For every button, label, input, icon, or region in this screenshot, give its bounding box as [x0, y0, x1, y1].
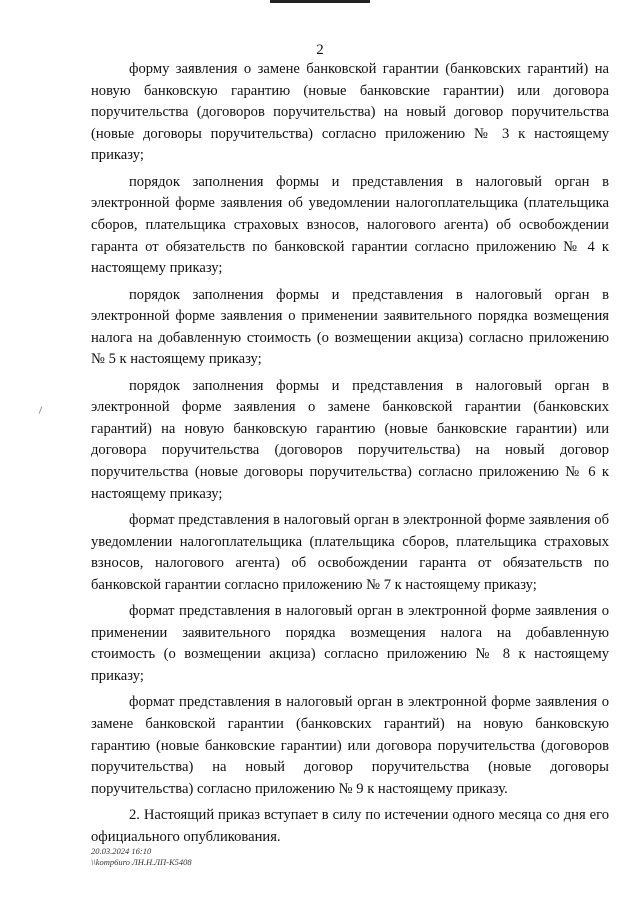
scan-speck [39, 406, 43, 414]
scan-edge-mark [270, 0, 370, 3]
paragraph: формат представления в налоговый орган в электронной форме заявления о замене банковской гарантии (банковских гарантий) на новую банковскую гарантию (новые банковские гарантии) или договора поручительства (договоров поручительства) на новый договор поручительства (новые договоры поручительства) согласно приложению № 9 к настоящему приказу. [91, 694, 609, 797]
final-paragraph: 2. Настоящий приказ вступает в силу по истечении одного месяца со дня его официального опубликования. [91, 807, 609, 845]
paragraph: форму заявления о замене банковской гарантии (банковских гарантий) на новую банковскую гарантию (новые банковские гарантии) или договора поручительства (договоров поручительства) на новый договор поручительства (новые договоры поручительства) согласно приложению № 3 к настоящему приказу; [91, 61, 609, 164]
paragraph: формат представления в налоговый орган в электронной форме заявления о применении заявительного порядка возмещения налога на добавленную стоимость (о возмещении акциза) согласно приложению № 8 к настоящему приказу; [91, 603, 609, 685]
footer-file-path: \\komp6uro ЛН.Н.ЛП-К5408 [91, 857, 192, 867]
paragraph: порядок заполнения формы и представления в налоговый орган в электронной форме заявления о замене банковской гарантии (банковских гарантий) на новую банковскую гарантию (новые банковские гарантии) или договора поручительства (договоров поручительства) на новый договор поручительства (новые договоры поручительства) согласно приложению № 6 к настоящему приказу; [91, 377, 609, 502]
paragraph: формат представления в налоговый орган в электронной форме заявления об уведомлении налогоплательщика (плательщика сборов, плательщика страховых взносов, налогового агента) об освобождении гаранта от обязательств по банковской гарантии согласно приложению № 7 к настоящему приказу; [91, 512, 609, 593]
document-body [91, 59, 609, 853]
footer-timestamp: 20.03.2024 16:10 [91, 846, 152, 856]
paragraph: порядок заполнения формы и представления в налоговый орган в электронной форме заявления о применении заявительного порядка возмещения налога на добавленную стоимость (о возмещении акциза) согласно приложению № 5 к настоящему приказу; [91, 286, 609, 368]
page-number: 2 [316, 42, 324, 58]
paragraph: порядок заполнения формы и представления в налоговый орган в электронной форме заявления об уведомлении налогоплательщика (плательщика сборов, плательщика страховых взносов, налогового агента) об освобождении гаранта от обязательств по банковской гарантии согласно приложению № 4 к настоящему приказу; [91, 173, 609, 277]
footer-stamp [91, 846, 192, 868]
